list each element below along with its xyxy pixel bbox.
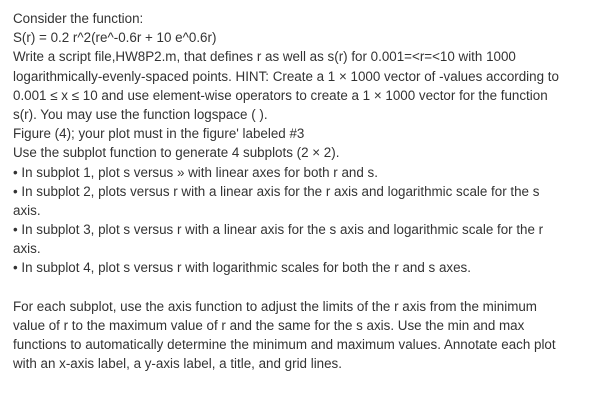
text-line-minmax: functions to automatically determine the minimum and maximum values. Annotate each plot xyxy=(13,337,556,353)
text-line-axis-instruction-cont: value of r to the maximum value of r and the same for the s axis. Use the min and max xyxy=(13,318,525,333)
text-line-consider: Consider the function: xyxy=(13,11,144,26)
text-line-logspace: s(r). You may use the function logspace ( ). xyxy=(13,106,268,122)
paragraph-gap xyxy=(13,278,613,297)
text-line-annotate: with an x-axis label, a y-axis label, a title, and grid lines. xyxy=(13,356,342,372)
text-line-script-instruction: Write a script file,HW8P2.m, that defines r as well as s(r) for 0.001=<r=<10 with 1000 xyxy=(13,49,516,65)
text-line-function-definition: S(r) = 0.2 r^2(re^-0.6r + 10 e^0.6r) xyxy=(13,30,217,46)
text-line-range: 0.001 ≤ x ≤ 10 and use element-wise operators to create a 1 × 1000 vector for the function xyxy=(13,87,548,103)
text-line-axis-instruction: For each subplot, use the axis function to adjust the limits of the r axis from the minimum xyxy=(13,298,537,314)
text-line-subplot-1: • In subplot 1, plot s versus » with linear axes for both r and s. xyxy=(13,164,378,180)
text-line-subplot-4: • In subplot 4, plot s versus r with logarithmic scales for both the r and s axes. xyxy=(13,260,471,276)
problem-statement xyxy=(13,9,613,374)
text-line-subplot-2: • In subplot 2, plots versus r with a linear axis for the r axis and logarithmic scale for the s xyxy=(13,183,540,199)
text-line-figure: Figure (4); your plot must in the figure' labeled #3 xyxy=(13,126,305,142)
text-line-subplot-3-cont: axis. xyxy=(13,241,41,257)
text-line-hint: logarithmically-evenly-spaced points. HINT: Create a 1 × 1000 vector of -values according to xyxy=(13,68,559,84)
text-line-subplot-2-cont: axis. xyxy=(13,202,41,218)
text-line-subplot-intro: Use the subplot function to generate 4 subplots (2 × 2). xyxy=(13,145,340,161)
text-line-subplot-3: • In subplot 3, plot s versus r with a linear axis for the s axis and logarithmic scale for the r xyxy=(13,222,544,238)
